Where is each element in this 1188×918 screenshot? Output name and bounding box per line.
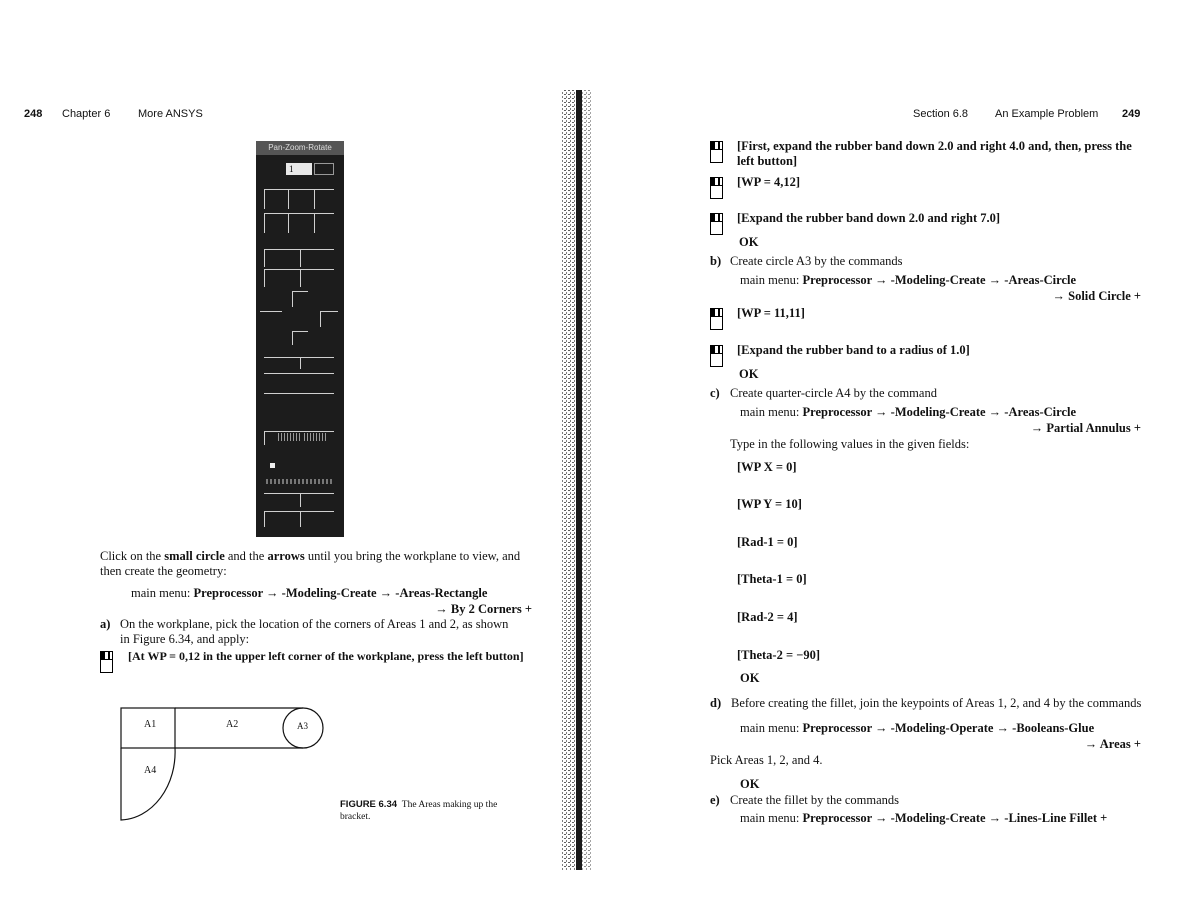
type-in-instructions: Type in the following values in the given fields: [730, 437, 970, 451]
figure-caption-line-2: bracket. [340, 812, 371, 822]
ok-2: OK [739, 367, 759, 381]
toolbar-title: Pan-Zoom-Rotate [256, 141, 344, 155]
menu-b: main menu: Preprocessor → -Modeling-Create → -Areas-Circle [740, 273, 1077, 287]
step-a-line-2: in Figure 6.34, and apply: [120, 632, 250, 646]
small-circle-icon[interactable] [270, 463, 275, 468]
mouse-left-icon [710, 308, 723, 331]
step-c-text: Create quarter-circle A4 by the command [730, 386, 937, 400]
figure-label-a3: A3 [297, 721, 308, 731]
menu-rectangle-cont: → By 2 Corners + [435, 602, 532, 616]
ok-3: OK [740, 671, 760, 685]
menu-d: main menu: Preprocessor → -Modeling-Operate → -Booleans-Glue [740, 721, 1095, 735]
chapter-title: More ANSYS [138, 108, 203, 120]
pick-areas: Pick Areas 1, 2, and 4. [710, 753, 823, 767]
intro-line-1: Click on the small circle and the arrows until you bring the workplane to view, and [100, 549, 521, 563]
action-1-line-2: left button] [737, 154, 798, 168]
section-label: Section 6.8 [913, 108, 969, 120]
field-rad-2: [Rad-2 = 4] [737, 610, 798, 624]
action-4: [WP = 11,11] [737, 306, 805, 320]
figure-label-a4: A4 [144, 765, 157, 776]
field-rad-1: [Rad-1 = 0] [737, 535, 798, 549]
mouse-left-icon [100, 651, 113, 674]
figure-caption: FIGURE 6.34 The Areas making up the [340, 799, 498, 810]
intro-line-2: then create the geometry: [100, 564, 227, 578]
ok-4: OK [740, 777, 760, 791]
section-title: An Example Problem [995, 108, 1099, 120]
menu-e: main menu: Preprocessor → -Modeling-Create → -Lines-Line Fillet + [740, 811, 1108, 825]
step-a-label: a) [100, 617, 111, 631]
step-b-text: Create circle A3 by the commands [730, 254, 903, 268]
mouse-left-icon [710, 213, 723, 236]
step-a-line-1: On the workplane, pick the location of the corners of Areas 1 and 2, as shown [120, 617, 509, 631]
book-gutter [560, 90, 596, 870]
field-theta-2: [Theta-2 = −90] [737, 648, 820, 662]
step-a-action: [At WP = 0,12 in the upper left corner of the workplane, press the left button] [128, 649, 524, 663]
right-page-number: 249 [1122, 108, 1141, 120]
figure-label-a1: A1 [144, 719, 157, 730]
pan-zoom-rotate-toolbar [256, 141, 344, 537]
action-5: [Expand the rubber band to a radius of 1.0] [737, 343, 970, 357]
step-c-label: c) [710, 386, 720, 400]
toolbar-field[interactable]: 1 [286, 163, 312, 175]
left-page-number: 248 [24, 108, 43, 120]
mouse-left-icon [710, 345, 723, 368]
field-wp-x: [WP X = 0] [737, 460, 797, 474]
mouse-left-icon [710, 177, 723, 200]
field-theta-1: [Theta-1 = 0] [737, 572, 807, 586]
action-2: [WP = 4,12] [737, 175, 801, 189]
step-b-label: b) [710, 254, 722, 268]
step-d-text: Before creating the fillet, join the keypoints of Areas 1, 2, and 4 by the commands [731, 696, 1142, 710]
step-e-label: e) [710, 793, 720, 807]
step-d-label: d) [710, 696, 722, 710]
step-e-text: Create the fillet by the commands [730, 793, 900, 807]
mouse-left-icon [710, 141, 723, 164]
menu-c: main menu: Preprocessor → -Modeling-Create → -Areas-Circle [740, 405, 1077, 419]
menu-rectangle: main menu: Preprocessor → -Modeling-Create → -Areas-Rectangle [131, 586, 488, 600]
field-wp-y: [WP Y = 10] [737, 497, 802, 511]
action-3: [Expand the rubber band down 2.0 and right 7.0] [737, 211, 1001, 225]
ok-1: OK [739, 235, 759, 249]
menu-d-cont: → Areas + [1084, 737, 1141, 751]
menu-b-cont: → Solid Circle + [1052, 289, 1141, 303]
figure-label-a2: A2 [226, 719, 239, 730]
toolbar-spinner[interactable] [314, 163, 334, 175]
action-1-line-1: [First, expand the rubber band down 2.0 and right 4.0 and, then, press the [737, 139, 1132, 153]
menu-c-cont: → Partial Annulus + [1030, 421, 1141, 435]
chapter-label: Chapter 6 [62, 108, 111, 120]
